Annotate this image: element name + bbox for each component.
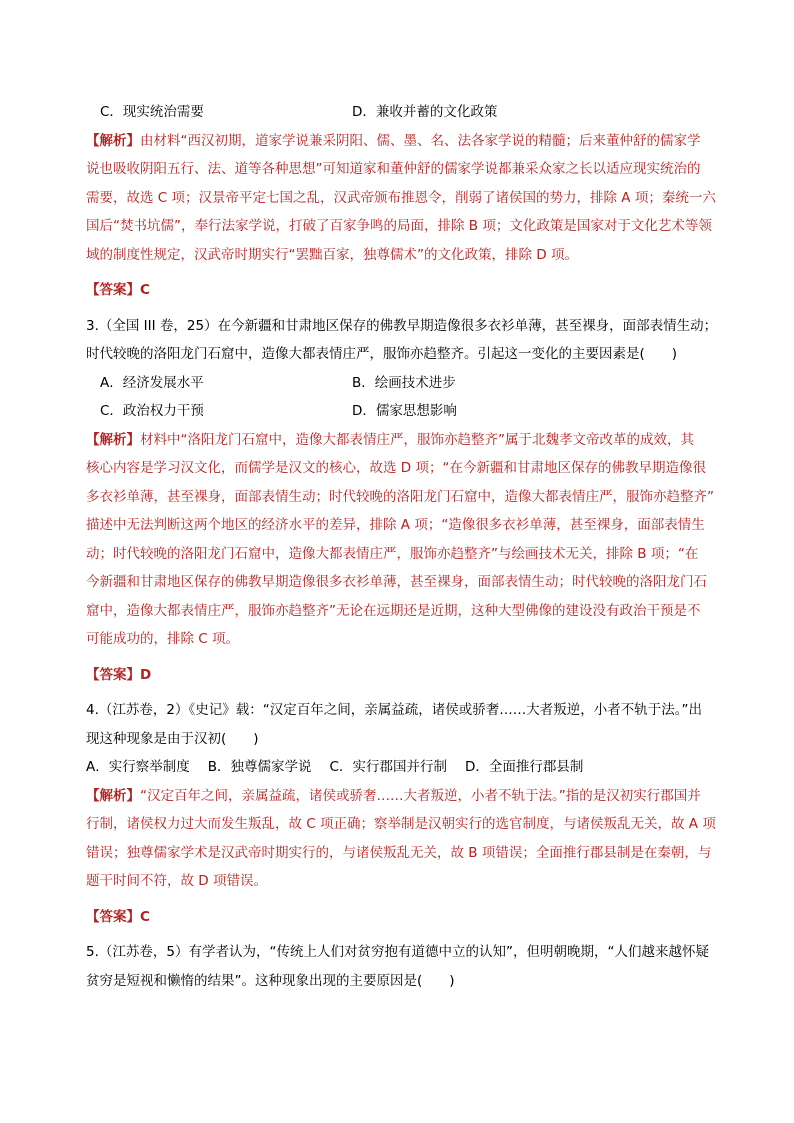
stem-text: 4.（江苏卷，2）《史记》载：“汉定百年之间，亲属益疏，诸侯或骄奢……大者叛逆，小者不轨于法。”出 xyxy=(86,702,702,718)
analysis-text: 窟中，造像大都表情庄严，服饰亦趋整齐”无论在远期还是近期，这种大型佛像的建设没有政治干预是不 xyxy=(86,602,701,619)
q4-option-d: D．全面推行郡县制 xyxy=(464,759,584,775)
analysis-text: 核心内容是学习汉文化，而儒学是汉文的核心，故选 D 项；“在今新疆和甘肃地区保存的佛教早期造像很 xyxy=(86,460,706,476)
analysis-text: “汉定百年之间，亲属益疏，诸侯或骄奢……大者叛逆，小者不轨于法。”指的是汉初实行郡国并 xyxy=(140,787,701,804)
q4-stem xyxy=(86,696,726,753)
analysis-text: 题干时间不符，故 D 项错误。 xyxy=(86,873,267,889)
q2-options-row xyxy=(86,98,726,127)
q3-stem xyxy=(86,312,726,369)
q3-option-b: B．绘画技术进步 xyxy=(352,374,456,391)
q2-answer: 【答案】C xyxy=(86,282,150,298)
q2-option-d: D．兼收并蓄的文化政策 xyxy=(352,104,498,120)
q3-options-row-1 xyxy=(86,369,726,398)
analysis-text: 说也吸收阴阳五行、法、道等各种思想”可知道家和董仲舒的儒家学说都兼采众家之长以适应现实统治的 xyxy=(86,161,701,177)
q2-analysis xyxy=(86,127,726,270)
q4-analysis xyxy=(86,782,726,896)
stem-text: 时代较晚的洛阳龙门石窟中，造像大都表情庄严，服饰亦趋整齐。引起这一变化的主要因素是( ) xyxy=(86,346,678,362)
analysis-text: 今新疆和甘肃地区保存的佛教早期造像很多衣衫单薄，甚至裸身，面部表情生动；时代较晚的洛阳龙门石 xyxy=(86,574,707,590)
analysis-text: 动；时代较晚的洛阳龙门石窟中，造像大都表情庄严，服饰亦趋整齐”与绘画技术无关，排除 B 项；“在 xyxy=(86,545,699,562)
q4-option-c: C．实行郡国并行制 xyxy=(329,759,447,775)
analysis-label: 【解析】 xyxy=(86,787,140,804)
analysis-label: 【解析】 xyxy=(86,132,140,149)
q3-options-row-2 xyxy=(86,397,726,426)
analysis-text: 可能成功的，排除 C 项。 xyxy=(86,631,240,647)
analysis-text: 国后“焚书坑儒”，奉行法家学说，打破了百家争鸣的局面，排除 B 项；文化政策是国家对于文化艺术等领 xyxy=(86,218,712,234)
q3-analysis xyxy=(86,426,726,654)
q4-option-a: A．实行察举制度 xyxy=(86,759,190,775)
q4-option-b: B．独尊儒家学说 xyxy=(207,759,312,775)
page-content xyxy=(86,98,726,995)
q4-answer: 【答案】C xyxy=(86,908,150,925)
analysis-text: 由材料“西汉初期，道家学说兼采阴阳、儒、墨、名、法各家学说的精髓；后来董仲舒的儒家学 xyxy=(140,132,701,149)
analysis-label: 【解析】 xyxy=(86,431,140,448)
q3-option-d: D．儒家思想影响 xyxy=(352,403,457,419)
stem-text: 5.（江苏卷，5）有学者认为，“传统上人们对贫穷抱有道德中立的认知”，但明朝晚期，“人们越来越怀疑 xyxy=(86,944,709,960)
q3-option-a: A．经济发展水平 xyxy=(100,374,204,391)
q2-option-c: C．现实统治需要 xyxy=(100,104,204,120)
q4-options-row xyxy=(86,753,726,782)
analysis-text: 材料中“洛阳龙门石窟中，造像大都表情庄严，服饰亦趋整齐”属于北魏孝文帝改革的成效，其 xyxy=(140,431,694,448)
analysis-text: 错误；独尊儒家学术是汉武帝时期实行的，与诸侯叛乱无关，故 B 项错误；全面推行郡县制是在秦朝，与 xyxy=(86,844,712,861)
stem-text: 3.（全国 III 卷，25）在今新疆和甘肃地区保存的佛教早期造像很多衣衫单薄，甚至裸身，面部表情生动； xyxy=(86,317,718,334)
analysis-text: 描述中无法判断这两个地区的经济水平的差异，排除 A 项；“造像很多衣衫单薄，甚至裸身，面部表情生 xyxy=(86,517,705,533)
stem-text: 贫穷是短视和懒惰的结果”。这种现象出现的主要原因是( ) xyxy=(86,972,455,989)
analysis-text: 需要，故选 C 项；汉景帝平定七国之乱，汉武帝颁布推恩令，削弱了诸侯国的势力，排除 A 项；秦统一六 xyxy=(86,189,716,206)
q3-option-c: C．政治权力干预 xyxy=(100,403,204,419)
analysis-text: 多衣衫单薄，甚至裸身，面部表情生动；时代较晚的洛阳龙门石窟中，造像大都表情庄严，服饰亦趋整齐” xyxy=(86,488,714,505)
analysis-text: 行制，诸侯权力过大而发生叛乱，故 C 项正确；察举制是汉朝实行的选官制度，与诸侯叛乱无关，故 A 项 xyxy=(86,816,716,832)
analysis-text: 域的制度性规定，汉武帝时期实行“罢黜百家，独尊儒术”的文化政策，排除 D 项。 xyxy=(86,246,578,263)
q5-stem xyxy=(86,938,726,995)
q3-answer: 【答案】D xyxy=(86,666,152,683)
stem-text: 现这种现象是由于汉初( ) xyxy=(86,730,259,747)
